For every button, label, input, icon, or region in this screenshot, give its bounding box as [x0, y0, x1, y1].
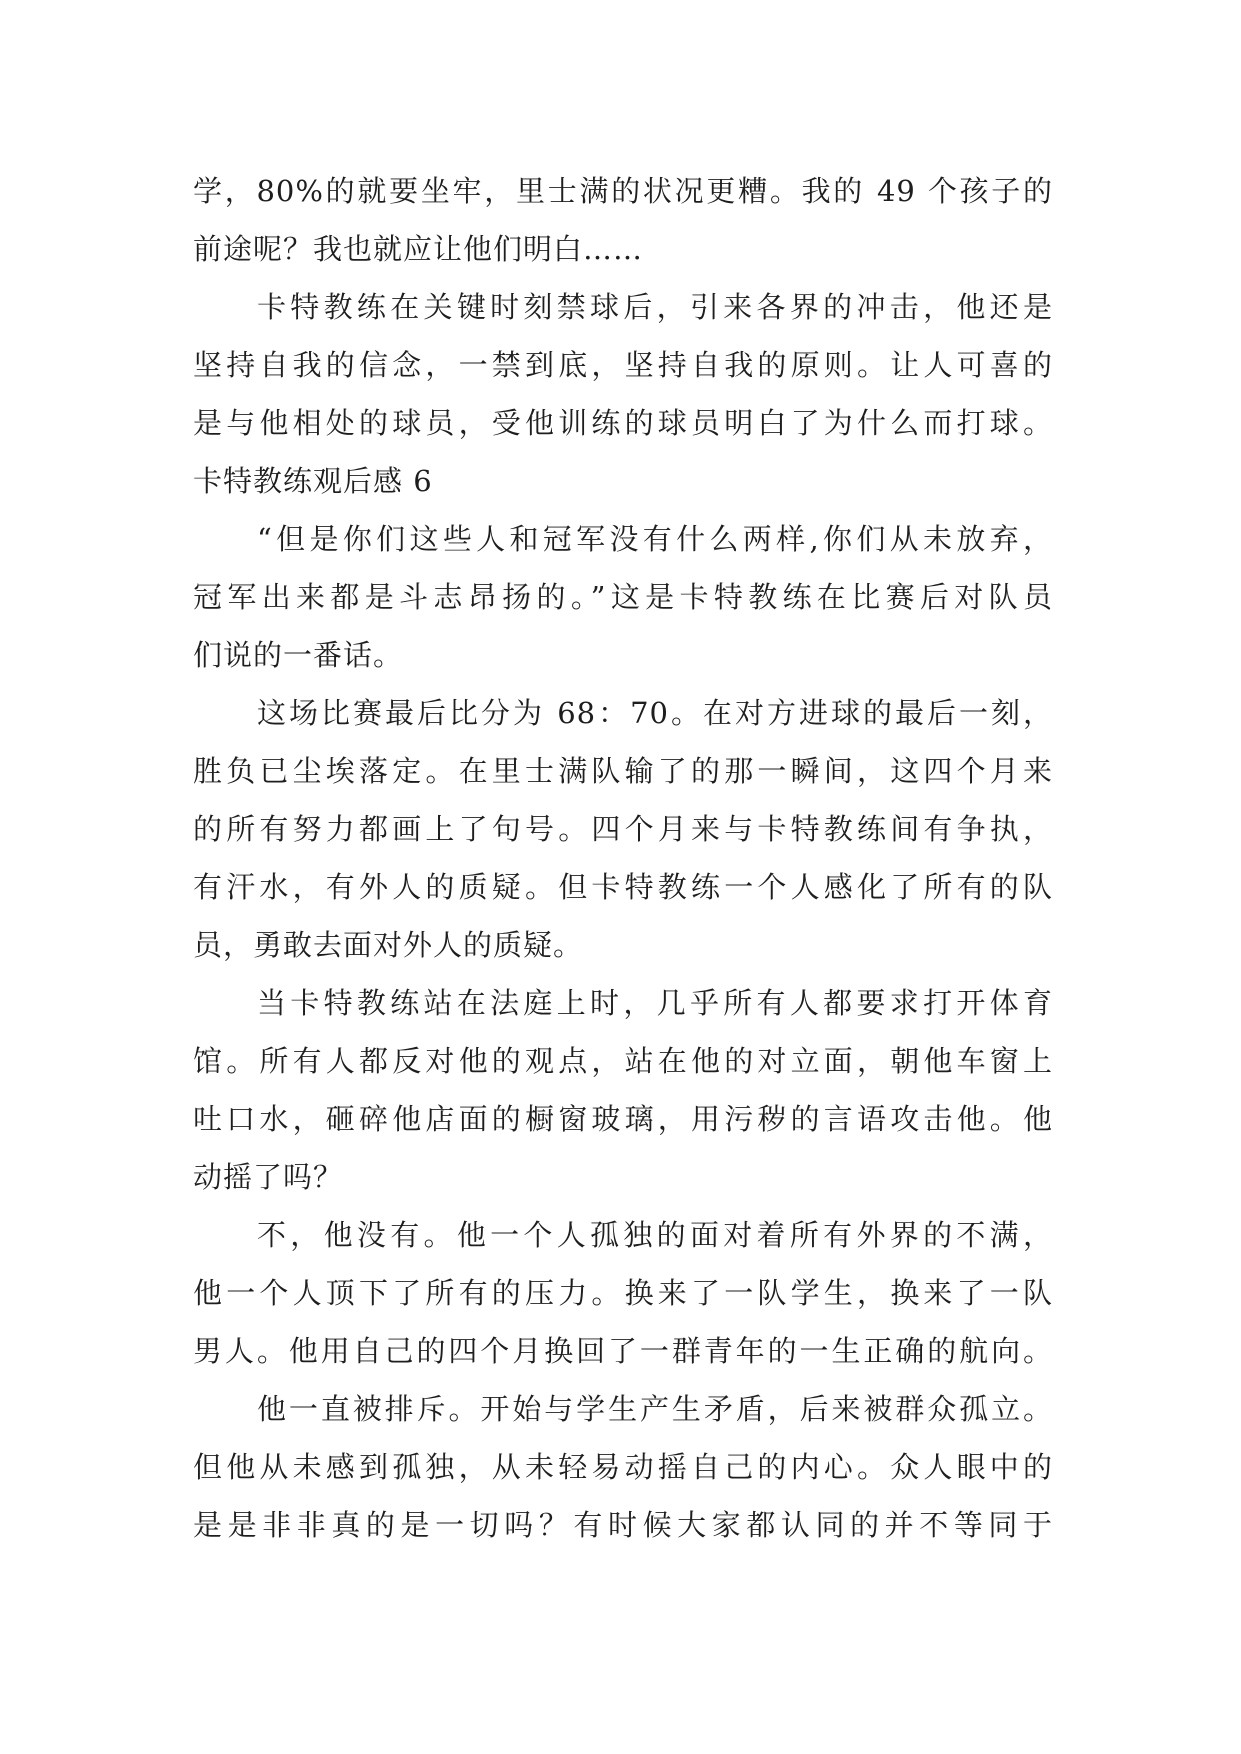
text-line: 吐口水，砸碎他店面的橱窗玻璃，用污秽的言语攻击他。他 [193, 1102, 1053, 1136]
text-line: 但他从未感到孤独，从未轻易动摇自己的内心。众人眼中的 [193, 1450, 1053, 1484]
text-line: 他一直被排斥。开始与学生产生矛盾，后来被群众孤立。 [257, 1392, 1053, 1426]
text-line: 男人。他用自己的四个月换回了一群青年的一生正确的航向。 [193, 1334, 1053, 1368]
text-line: 他一个人顶下了所有的压力。换来了一队学生，换来了一队 [193, 1276, 1053, 1310]
text-line: 前途呢？我也就应让他们明白…… [193, 232, 644, 266]
text-line: 员，勇敢去面对外人的质疑。 [193, 928, 584, 962]
text-line: 动摇了吗？ [193, 1160, 344, 1194]
text-line: 冠军出来都是斗志昂扬的。”这是卡特教练在比赛后对队员 [193, 580, 1053, 614]
text-line: 卡特教练在关键时刻禁球后，引来各界的冲击，他还是 [257, 290, 1053, 324]
text-line: “但是你们这些人和冠军没有什么两样,你们从未放弃， [257, 522, 1053, 556]
text-line: 不，他没有。他一个人孤独的面对着所有外界的不满， [257, 1218, 1053, 1252]
text-line: 是是非非真的是一切吗？有时候大家都认同的并不等同于 [193, 1508, 1053, 1542]
text-line: 馆。所有人都反对他的观点，站在他的对立面，朝他车窗上 [193, 1044, 1053, 1078]
section-heading: 卡特教练观后感 6 [193, 464, 433, 498]
text-line: 这场比赛最后比分为 68：70。在对方进球的最后一刻， [257, 696, 1053, 730]
text-line: 的所有努力都画上了句号。四个月来与卡特教练间有争执， [193, 812, 1053, 846]
document-body [193, 162, 1053, 1554]
text-line: 们说的一番话。 [193, 638, 404, 672]
text-line: 坚持自我的信念，一禁到底，坚持自我的原则。让人可喜的 [193, 348, 1053, 382]
text-line: 是与他相处的球员，受他训练的球员明白了为什么而打球。 [193, 406, 1053, 440]
text-line: 胜负已尘埃落定。在里士满队输了的那一瞬间，这四个月来 [193, 754, 1053, 788]
text-line: 当卡特教练站在法庭上时，几乎所有人都要求打开体育 [257, 986, 1053, 1020]
text-line: 学，80%的就要坐牢，里士满的状况更糟。我的 49 个孩子的 [193, 174, 1053, 208]
text-line: 有汗水，有外人的质疑。但卡特教练一个人感化了所有的队 [193, 870, 1053, 904]
